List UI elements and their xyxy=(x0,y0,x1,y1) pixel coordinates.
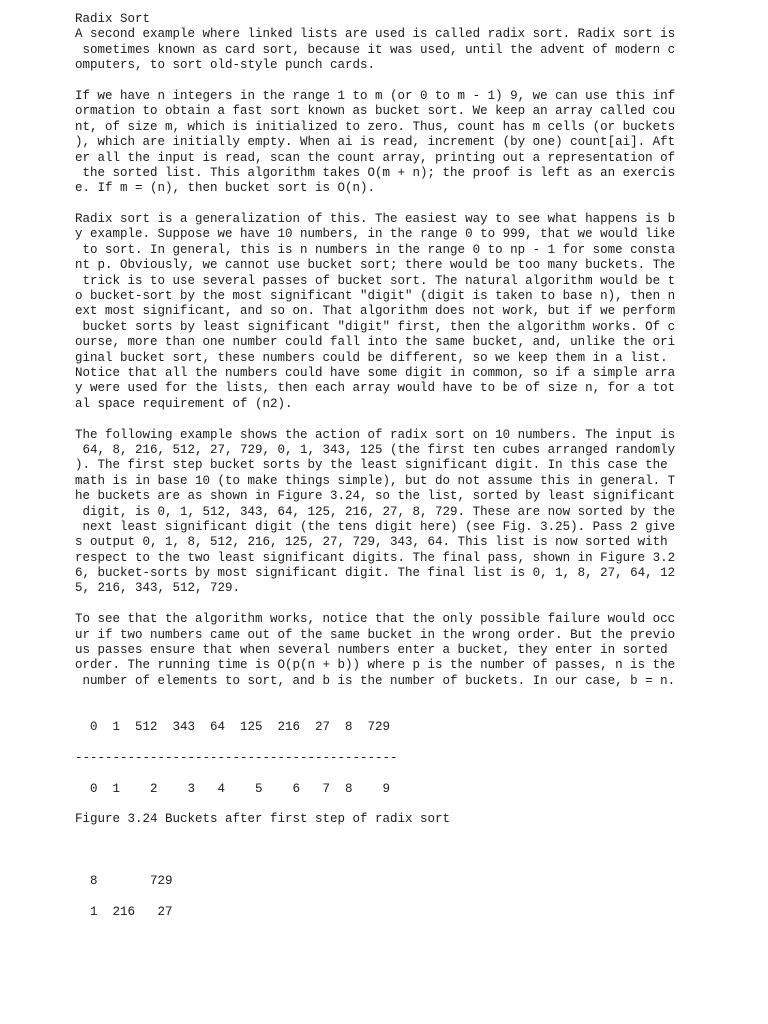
text-line: us passes ensure that when several numbers enter a bucket, they enter in sorted xyxy=(75,643,668,658)
text-line: o bucket-sort by the most significant "digit" (digit is taken to base n), then n xyxy=(75,289,676,304)
figure-row: 1 216 27 xyxy=(75,904,173,919)
figure-3-24 xyxy=(75,720,695,828)
text-line: digit, is 0, 1, 512, 343, 64, 125, 216, 27, 8, 729. These are now sorted by the xyxy=(75,504,676,519)
text-line: y example. Suppose we have 10 numbers, in the range 0 to 999, that we would like xyxy=(75,227,676,242)
text-line: bucket sorts by least significant "digit" first, then the algorithm works. Of c xyxy=(75,319,676,334)
text-line: 5, 216, 343, 512, 729. xyxy=(75,581,241,596)
figure-bucket-indices: 0 1 2 3 4 5 6 7 8 9 xyxy=(75,781,391,796)
paragraph-example xyxy=(75,428,695,597)
text-line: trick is to use several passes of bucket sort. The natural algorithm would be t xyxy=(75,273,676,288)
text-line: Notice that all the numbers could have some digit in common, so if a simple arra xyxy=(75,365,676,380)
document-title: Radix Sort xyxy=(75,12,151,26)
text-line: If we have n integers in the range 1 to m (or 0 to m - 1) 9, we can use this inf xyxy=(75,88,676,103)
text-line: ur if two numbers came out of the same bucket in the wrong order. But the previo xyxy=(75,627,676,642)
figure-caption: Figure 3.24 Buckets after first step of radix sort xyxy=(75,812,451,827)
figure-3-25-partial xyxy=(75,874,695,920)
text-line: he buckets are as shown in Figure 3.24, so the list, sorted by least significant xyxy=(75,489,676,504)
paragraph-radix-generalization xyxy=(75,212,695,412)
text-line: al space requirement of (n2). xyxy=(75,396,293,411)
text-line: er all the input is read, scan the count array, printing out a representation of xyxy=(75,150,676,165)
text-line: ginal bucket sort, these numbers could be different, so we keep them in a list. xyxy=(75,350,668,365)
paragraph-intro xyxy=(75,27,695,73)
text-line: the sorted list. This algorithm takes O(m + n); the proof is left as an exercis xyxy=(75,165,676,180)
figure-row: 8 729 xyxy=(75,873,173,888)
figure-bucket-contents: 0 1 512 343 64 125 216 27 8 729 xyxy=(75,719,391,734)
text-line: ourse, more than one number could fall into the same bucket, and, unlike the ori xyxy=(75,335,676,350)
paragraph-correctness xyxy=(75,612,695,689)
text-line: A second example where linked lists are used is called radix sort. Radix sort is xyxy=(75,27,676,42)
text-line: To see that the algorithm works, notice that the only possible failure would occ xyxy=(75,612,676,627)
text-line: sometimes known as card sort, because it was used, until the advent of modern c xyxy=(75,42,676,57)
text-line: order. The running time is O(p(n + b)) where p is the number of passes, n is the xyxy=(75,658,676,673)
text-line: number of elements to sort, and b is the number of buckets. In our case, b = n. xyxy=(75,673,676,688)
text-line: respect to the two least significant digits. The final pass, shown in Figure 3.2 xyxy=(75,550,676,565)
document-page xyxy=(75,12,695,920)
text-line: Radix sort is a generalization of this. The easiest way to see what happens is b xyxy=(75,212,676,227)
text-line: nt p. Obviously, we cannot use bucket sort; there would be too many buckets. The xyxy=(75,258,676,273)
text-line: ), which are initially empty. When ai is read, increment (by one) count[ai]. Aft xyxy=(75,135,676,150)
text-line: 6, bucket-sorts by most significant digit. The final list is 0, 1, 8, 27, 64, 12 xyxy=(75,566,676,581)
text-line: y were used for the lists, then each array would have to be of size n, for a tot xyxy=(75,381,676,396)
text-line: e. If m = (n), then bucket sort is O(n). xyxy=(75,181,376,196)
paragraph-bucket-sort xyxy=(75,89,695,197)
text-line: to sort. In general, this is n numbers in the range 0 to np - 1 for some consta xyxy=(75,242,676,257)
text-line: ). The first step bucket sorts by the least significant digit. In this case the xyxy=(75,458,668,473)
text-line: next least significant digit (the tens digit here) (see Fig. 3.25). Pass 2 give xyxy=(75,519,676,534)
text-line: nt, of size m, which is initialized to zero. Thus, count has m cells (or buckets xyxy=(75,119,676,134)
text-line: 64, 8, 216, 512, 27, 729, 0, 1, 343, 125 (the first ten cubes arranged randomly xyxy=(75,442,676,457)
figure-divider: ------------------------------------------- xyxy=(75,750,398,765)
text-line: omputers, to sort old-style punch cards. xyxy=(75,58,376,73)
text-line: s output 0, 1, 8, 512, 216, 125, 27, 729, 343, 64. This list is now sorted with xyxy=(75,535,668,550)
text-line: ext most significant, and so on. That algorithm does not work, but if we perform xyxy=(75,304,676,319)
text-line: ormation to obtain a fast sort known as bucket sort. We keep an array called cou xyxy=(75,104,676,119)
text-line: math is in base 10 (to make things simple), but do not assume this in general. T xyxy=(75,473,676,488)
text-line: The following example shows the action of radix sort on 10 numbers. The input is xyxy=(75,427,676,442)
